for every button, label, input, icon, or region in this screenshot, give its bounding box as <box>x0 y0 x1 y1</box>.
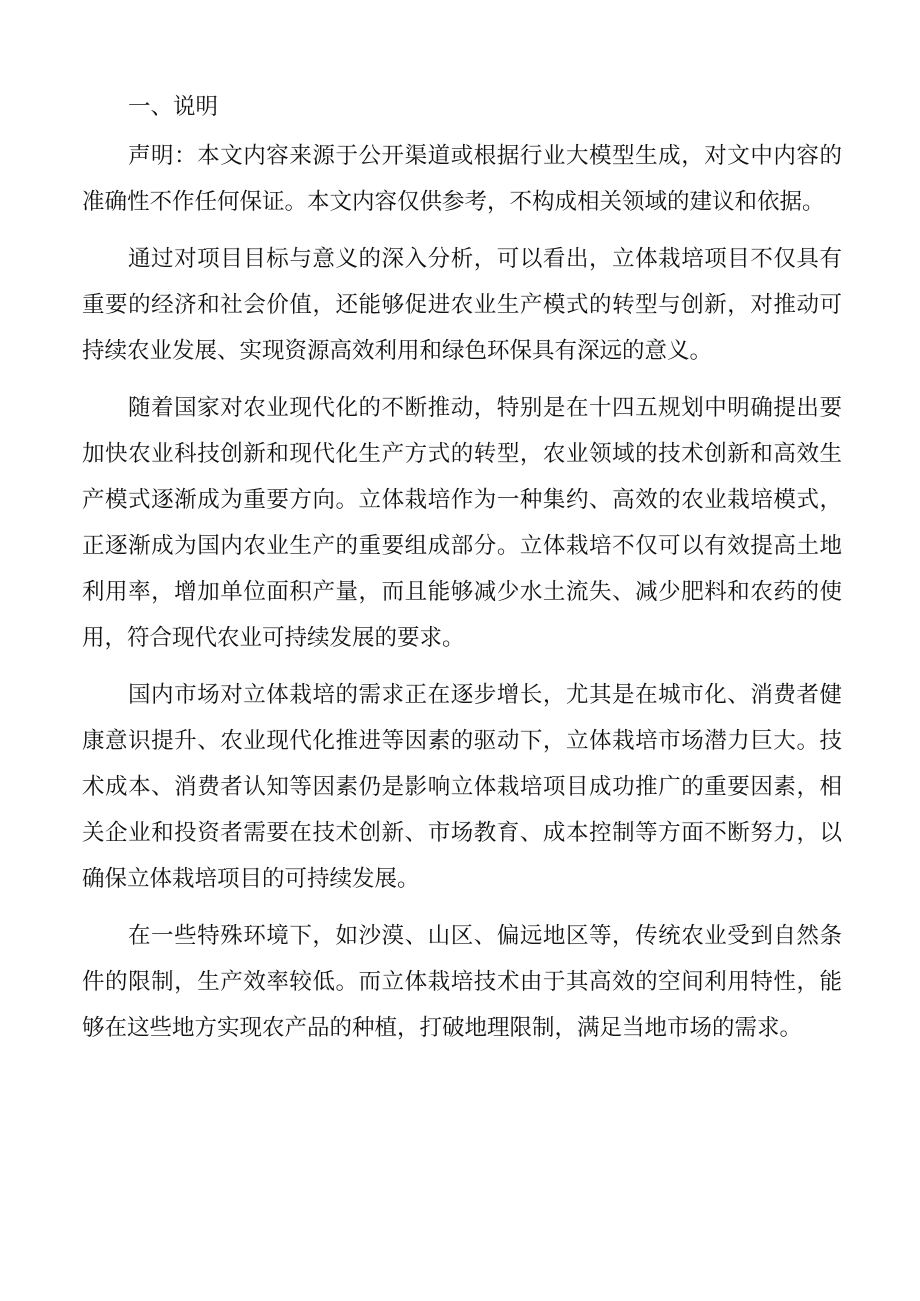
body-paragraph: 在一些特殊环境下，如沙漠、山区、偏远地区等，传统农业受到自然条件的限制，生产效率较低。而立体栽培技术由于其高效的空间利用特性，能够在这些地方实现农产品的种植，打破地理限制，满足当地市场的需求。 <box>82 923 842 1041</box>
section-heading: 一、说明 <box>128 94 219 120</box>
body-paragraph: 国内市场对立体栽培的需求正在逐步增长，尤其是在城市化、消费者健康意识提升、农业现代化推进等因素的驱动下，立体栽培市场潜力巨大。技术成本、消费者认知等因素仍是影响立体栽培项目成功推广的重要因素，相关企业和投资者需要在技术创新、市场教育、成本控制等方面不断努力，以确保立体栽培项目的可持续发展。 <box>82 682 842 892</box>
body-paragraph: 通过对项目目标与意义的深入分析，可以看出，立体栽培项目不仅具有重要的经济和社会价值，还能够促进农业生产模式的转型与创新，对推动可持续农业发展、实现资源高效利用和绿色环保具有深远的意义。 <box>82 246 842 364</box>
body-paragraph: 随着国家对农业现代化的不断推动，特别是在十四五规划中明确提出要加快农业科技创新和现代化生产方式的转型，农业领域的技术创新和高效生产模式逐渐成为重要方向。立体栽培作为一种集约、高效的农业栽培模式，正逐渐成为国内农业生产的重要组成部分。立体栽培不仅可以有效提高土地利用率，增加单位面积产量，而且能够减少水土流失、减少肥料和农药的使用，符合现代农业可持续发展的要求。 <box>82 395 842 651</box>
disclaimer-paragraph: 声明：本文内容来源于公开渠道或根据行业大模型生成，对文中内容的准确性不作任何保证。本文内容仅供参考，不构成相关领域的建议和依据。 <box>82 143 842 215</box>
document-body <box>82 84 842 1051</box>
